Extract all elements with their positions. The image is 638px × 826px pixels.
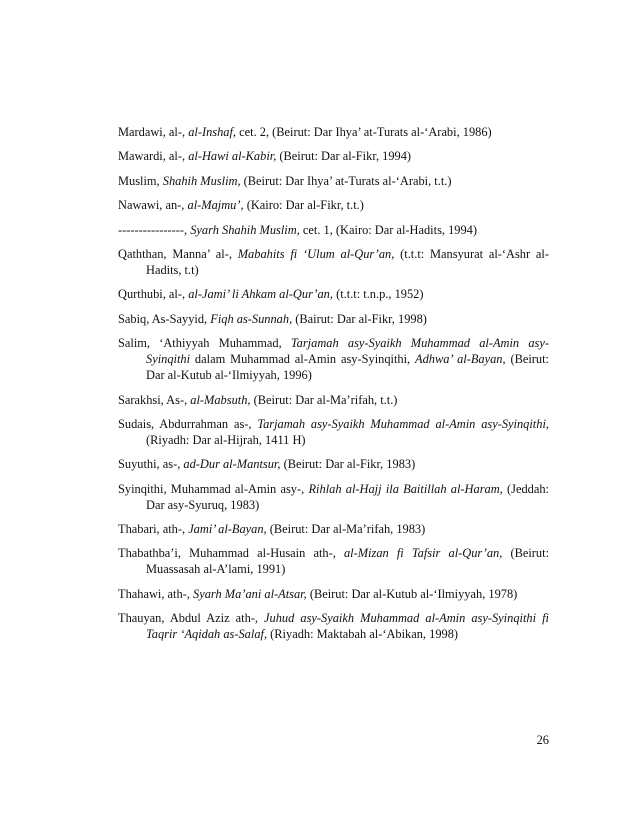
bibliography-entry (118, 610, 549, 642)
bibliography-entry (118, 246, 549, 278)
entry-text: Mardawi, al-, (118, 125, 189, 139)
bibliography-entry (118, 416, 549, 448)
entry-title: Syarh Ma’ani al-Atsar, (193, 586, 307, 601)
bibliography-list (118, 124, 549, 651)
entry-text: Muslim, (118, 173, 163, 188)
entry-text: Suyuthi, as-, (118, 457, 184, 472)
entry-text: ----------------, (118, 222, 191, 237)
entry-title: al-Jami’ li Ahkam al-Qur’an, (188, 287, 333, 302)
entry-text: Syinqithi, Muhammad al-Amin asy-, (118, 481, 309, 496)
bibliography-entry (118, 197, 549, 213)
entry-title: al-Inshaf, (188, 125, 237, 139)
entry-title: Jami’ al-Bayan, (188, 522, 267, 537)
bibliography-entry (118, 286, 549, 302)
entry-title: al-Hawi al-Kabir, (188, 149, 277, 164)
bibliography-entry (118, 545, 549, 577)
entry-title: ad-Dur al-Mantsur, (183, 457, 281, 472)
bibliography-entry (118, 586, 549, 602)
entry-title: al-Mabsuth, (190, 392, 251, 407)
entry-title: Adhwa’ al-Bayan, (415, 352, 506, 367)
entry-text: Sudais, Abdurrahman as-, (118, 416, 258, 431)
entry-text: (Beirut: Dar al-Fikr, 1983) (280, 457, 416, 472)
entry-text: Thahawi, ath-, (118, 586, 194, 601)
entry-text: (Beirut: Dar al-Kutub al-‘Ilmiyyah, 1996) (146, 352, 549, 383)
entry-title: Juhud asy-Syaikh Muhammad al-Amin asy-Syinqithi fi Taqrir ‘Aqidah as-Salaf, (146, 611, 549, 642)
entry-text: (t.t.t: t.n.p., 1952) (332, 287, 424, 302)
entry-text: (Beirut: Dar al-Fikr, 1994) (276, 149, 412, 164)
entry-text: Sarakhsi, As-, (118, 392, 191, 407)
entry-title: Tarjamah asy-Syaikh Muhammad al-Amin asy-Syinqithi (146, 336, 549, 367)
entry-title: Rihlah al-Hajj ila Baitillah al-Haram, (308, 481, 503, 496)
bibliography-entry (118, 521, 549, 537)
entry-text: (Beirut: Dar al-Ma’rifah, 1983) (266, 522, 426, 537)
entry-text: (Kairo: Dar al-Fikr, t.t.) (243, 198, 364, 213)
entry-text: Salim, ‘Athiyyah Muhammad, (118, 336, 291, 351)
entry-text: (t.t.t: Mansyurat al-‘Ashr al-Hadits, t.t) (146, 246, 550, 277)
bibliography-entry (118, 173, 549, 189)
entry-title: Fiqh as-Sunnah, (210, 311, 293, 326)
page-number: 26 (536, 733, 549, 747)
entry-title: al-Mizan fi Tafsir al-Qur’an, (343, 546, 503, 561)
entry-text: Nawawi, an-, (118, 198, 188, 213)
bibliography-entry (118, 392, 549, 408)
entry-text: Mawardi, al-, (118, 149, 189, 164)
bibliography-entry (118, 481, 549, 513)
bibliography-entry (118, 335, 549, 383)
entry-title: Shahih Muslim, (162, 173, 241, 188)
entry-text: (Beirut: Dar al-Kutub al-‘Ilmiyyah, 1978) (306, 586, 518, 601)
bibliography-entry (118, 311, 549, 327)
entry-text: (Beirut: Dar al-Ma’rifah, t.t.) (250, 392, 398, 407)
entry-text: (Riyadh: Dar al-Hijrah, 1411 H) (146, 432, 306, 447)
entry-title: Syarh Shahih Muslim, (190, 222, 300, 237)
entry-text: Thabari, ath-, (118, 522, 189, 537)
bibliography-entry (118, 124, 549, 140)
entry-text: (Jeddah: Dar asy-Syuruq, 1983) (146, 481, 549, 512)
entry-text: (Riyadh: Maktabah al-‘Abikan, 1998) (267, 627, 459, 642)
entry-text: cet. 2, (Beirut: Dar Ihya’ at-Turats al-‘Arabi, 1986) (236, 125, 492, 139)
entry-title: Mabahits fi ‘Ulum al-Qur’an, (237, 246, 395, 261)
bibliography-entry (118, 456, 549, 472)
entry-title: Tarjamah asy-Syaikh Muhammad al-Amin asy-Syinqithi, (257, 416, 549, 431)
bibliography-entry (118, 148, 549, 164)
entry-text: Qurthubi, al-, (118, 287, 189, 302)
entry-text: cet. 1, (Kairo: Dar al-Hadits, 1994) (299, 222, 477, 237)
entry-text: Thauyan, Abdul Aziz ath-, (118, 611, 265, 626)
entry-title: al-Majmu’, (187, 198, 244, 213)
entry-text: (Beirut: Muassasah al-A’lami, 1991) (146, 546, 550, 577)
entry-text: Thabathba’i, Muhammad al-Husain ath-, (118, 546, 344, 561)
entry-text: Sabiq, As-Sayyid, (118, 311, 211, 326)
entry-text: (Bairut: Dar al-Fikr, 1998) (292, 311, 427, 326)
entry-text: Qaththan, Manna’ al-, (118, 246, 238, 261)
bibliography-entry (118, 222, 549, 238)
entry-text: dalam Muhammad al-Amin asy-Syinqithi, (190, 352, 416, 367)
entry-text: (Beirut: Dar Ihya’ at-Turats al-‘Arabi, t.t.) (240, 173, 452, 188)
